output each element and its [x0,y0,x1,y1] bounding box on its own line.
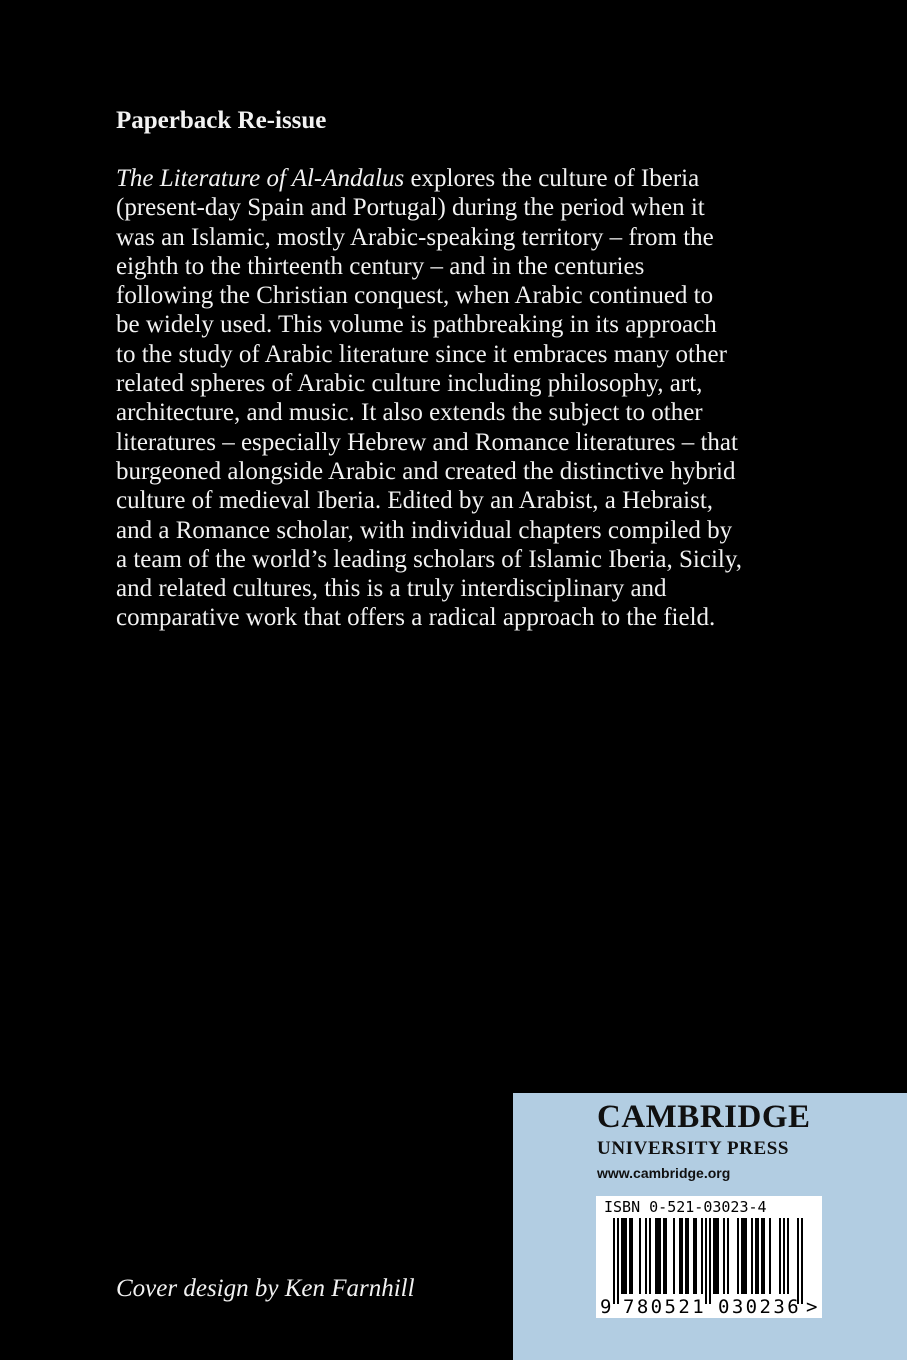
barcode-bar [751,1218,753,1294]
publisher-url: www.cambridge.org [597,1165,731,1181]
barcode-bar [665,1218,667,1294]
barcode-bar [783,1218,785,1294]
barcode-bar [705,1218,707,1304]
blurb-line: culture of medieval Iberia. Edited by an Arabist, a Hebraist, [116,487,714,515]
barcode-bar [679,1218,681,1294]
barcode-bar [625,1218,627,1294]
barcode-bar [745,1218,747,1294]
barcode-bar [655,1218,657,1294]
blurb-line: eighth to the thirteenth century – and in the centuries [116,252,645,280]
blurb-line: to the study of Arabic literature since it embraces many other [116,340,727,368]
barcode-bar [743,1218,745,1294]
barcode-end-mark: > [806,1296,818,1318]
blurb-line: be widely used. This volume is pathbreaking in its approach [116,311,717,339]
barcode-bar [737,1218,739,1294]
barcode-bar [685,1218,687,1294]
barcode-bar [763,1218,765,1294]
barcode-bar [629,1218,631,1294]
blurb-line-rest: explores the culture of Iberia [404,165,700,192]
barcode-bar [639,1218,641,1294]
barcode-bar [779,1218,781,1294]
barcode-bar [657,1218,659,1294]
blurb-line: following the Christian conquest, when Arabic continued to [116,282,714,310]
barcode-bar [761,1218,763,1294]
book-blurb [116,164,816,633]
blurb-line: (present-day Spain and Portugal) during the period when it [116,194,705,222]
blurb-line: architecture, and music. It also extends the subject to other [116,399,703,427]
publisher-logo-subtitle: UNIVERSITY PRESS [597,1138,790,1159]
barcode-bar [687,1218,689,1294]
barcode-bar [755,1218,757,1294]
barcode-bar [709,1218,711,1304]
barcode-bar [623,1218,625,1294]
barcode-bar [723,1218,725,1294]
barcode-bar [621,1218,623,1294]
cover-design-credit: Cover design by Ken Farnhill [116,1275,415,1302]
isbn-barcode [596,1196,822,1318]
barcode-bar [613,1218,615,1304]
barcode-bar [649,1218,651,1294]
barcode-bar [663,1218,665,1294]
blurb-line: was an Islamic, mostly Arabic-speaking territory – from the [116,223,714,251]
blurb-line: burgeoned alongside Arabic and created the distinctive hybrid [116,457,736,485]
barcode-bar [617,1218,619,1304]
barcode-bar [769,1218,771,1294]
blurb-line: comparative work that offers a radical approach to the field. [116,604,716,632]
blurb-line: literatures – especially Hebrew and Romance literatures – that [116,428,738,456]
blurb-line: a team of the world’s leading scholars of Islamic Iberia, Sicily, [116,545,742,573]
barcode-first-digit: 9 [600,1296,612,1318]
barcode-bar [741,1218,743,1294]
barcode-bar [673,1218,675,1294]
barcode-bar [715,1218,717,1294]
barcode-bar [787,1218,789,1294]
blurb-line [116,164,816,193]
barcode-bar [645,1218,647,1294]
isbn-label: ISBN 0-521-03023-4 [604,1198,767,1216]
blurb-line: and a Romance scholar, with individual chapters compiled by [116,516,733,544]
barcode-right-digits: 030236 [718,1296,802,1318]
barcode-bar [631,1218,633,1294]
barcode-bar [727,1218,729,1294]
barcode-bar [801,1218,803,1304]
barcode-bar [717,1218,719,1294]
barcode-bar [797,1218,799,1304]
barcode-bar [695,1218,697,1294]
blurb-line: related spheres of Arabic culture including philosophy, art, [116,370,703,398]
blurb-line: and related cultures, this is a truly interdisciplinary and [116,575,667,603]
publisher-panel [513,1093,907,1360]
barcode-bar [693,1218,695,1294]
barcode-bar [701,1218,703,1294]
barcode-bar [659,1218,661,1294]
book-title: The Literature of Al-Andalus [116,165,405,192]
publisher-logo-name: CAMBRIDGE [597,1099,811,1135]
barcode-bar [713,1218,715,1294]
reissue-heading: Paperback Re-issue [116,107,327,134]
barcode-bar [681,1218,683,1294]
barcode-bar [757,1218,759,1294]
barcode-left-digits: 780521 [623,1296,707,1318]
